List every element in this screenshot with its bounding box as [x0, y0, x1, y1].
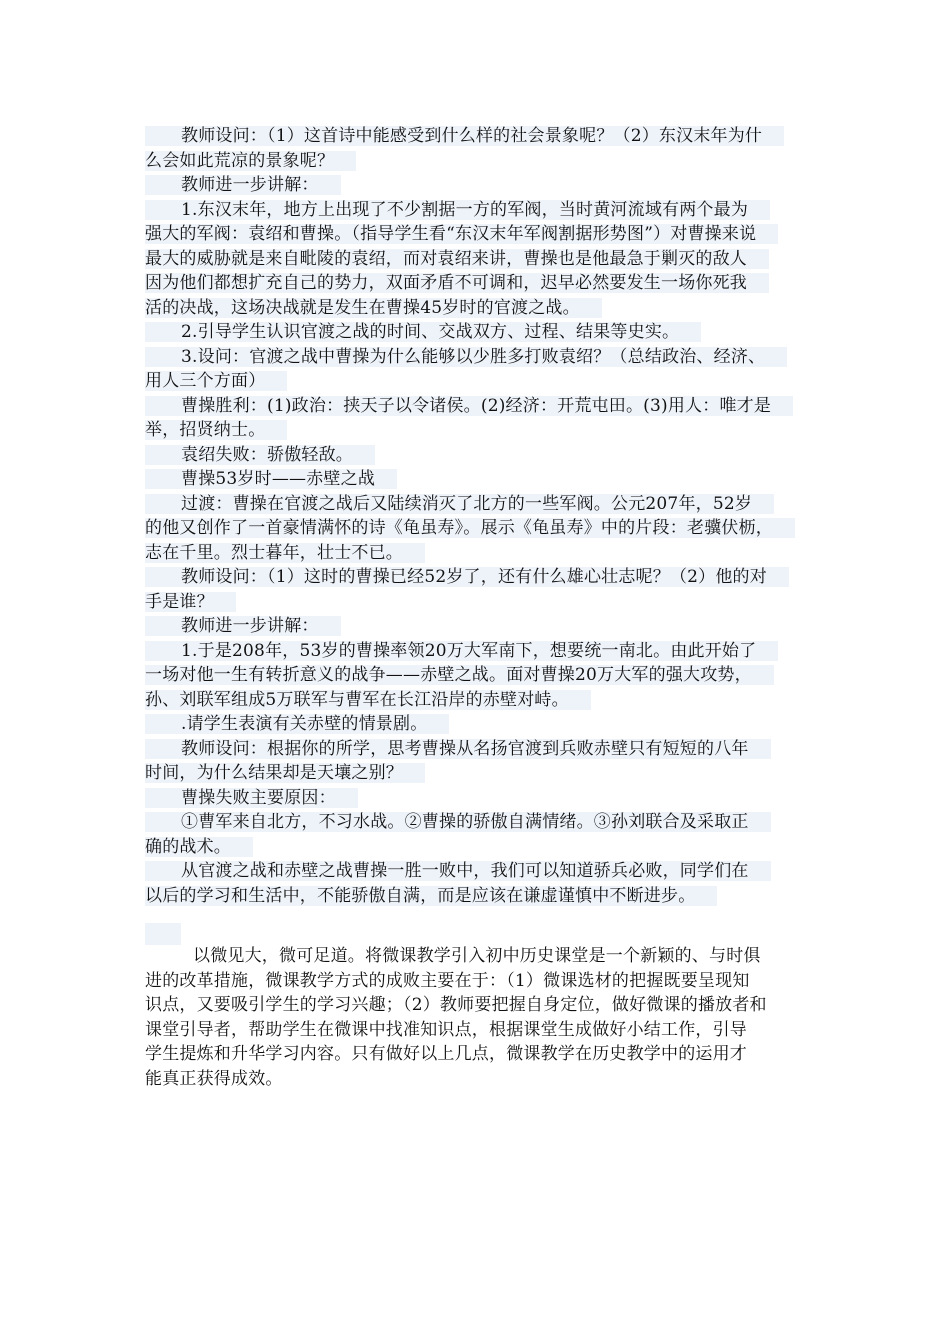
paragraph-line [145, 173, 805, 198]
paragraph-line [145, 884, 805, 909]
paragraph-line [145, 247, 805, 272]
paragraph-line [145, 737, 805, 762]
line-text: 最大的威胁就是来自毗陵的袁绍，而对袁绍来讲，曹操也是他最急于剿灭的敌人 [145, 249, 769, 269]
line-text: 孙、刘联军组成5万联军与曹军在长江沿岸的赤壁对峙。 [145, 690, 591, 710]
empty-highlight-line [145, 923, 181, 945]
line-text: 时间，为什么结果却是天壤之别？ [145, 763, 425, 783]
paragraph-line [145, 345, 805, 370]
paragraph-line [145, 394, 805, 419]
conclusion-line [145, 1042, 805, 1067]
line-text: 的他又创作了一首豪情满怀的诗《龟虽寿》。展示《龟虽寿》中的片段：老骥伏枥， [145, 518, 795, 538]
line-text: 曹操胜利：(1)政治：挟天子以令诸侯。(2)经济：开荒屯田。(3)用人：唯才是 [145, 396, 793, 416]
conclusion-line [145, 993, 805, 1018]
conclusion-line [145, 944, 805, 969]
line-text: 学生提炼和升华学习内容。只有做好以上几点，微课教学在历史教学中的运用才 [145, 1044, 747, 1064]
line-text: 活的决战，这场决战就是发生在曹操45岁时的官渡之战。 [145, 298, 602, 318]
line-text: 强大的军阀：袁绍和曹操。（指导学生看“东汉末年军阀割据形势图”）对曹操来说 [145, 224, 778, 244]
line-text: 因为他们都想扩充自己的势力，双面矛盾不可调和，迟早必然要发生一场你死我 [145, 273, 769, 293]
line-text: 手是谁？ [145, 592, 236, 612]
paragraph-line [145, 516, 805, 541]
line-text: 识点，又要吸引学生的学习兴趣；（2）教师要把握自身定位，做好微课的播放者和 [145, 995, 767, 1015]
paragraph-line [145, 639, 805, 664]
line-text: ①曹军来自北方，不习水战。②曹操的骄傲自满情绪。③孙刘联合及采取正 [145, 812, 771, 832]
paragraph-line [145, 786, 805, 811]
line-text: 确的战术。 [145, 837, 253, 857]
line-text: 举，招贤纳士。 [145, 420, 287, 440]
paragraph-line [145, 859, 805, 884]
conclusion-paragraph [145, 944, 805, 1091]
line-text: 从官渡之战和赤壁之战曹操一胜一败中，我们可以知道骄兵必败，同学们在 [145, 861, 771, 881]
line-text: 教师进一步讲解： [145, 616, 341, 636]
line-text: 用人三个方面） [145, 371, 287, 391]
paragraph-line [145, 222, 805, 247]
paragraph-line [145, 712, 805, 737]
paragraph-line [145, 418, 805, 443]
line-text: 志在千里。烈士暮年，壮士不已。 [145, 543, 425, 563]
line-text: 一场对他一生有转折意义的战争——赤壁之战。面对曹操20万大军的强大攻势， [145, 665, 774, 685]
line-text: 曹操失败主要原因： [145, 788, 358, 808]
paragraph-line [145, 541, 805, 566]
paragraph-line [145, 124, 805, 149]
line-text: 以后的学习和生活中，不能骄傲自满，而是应该在谦虚谨慎中不断进步。 [145, 886, 717, 906]
paragraph-line [145, 320, 805, 345]
paragraph-line [145, 761, 805, 786]
line-text: 1.于是208年，53岁的曹操率领20万大军南下，想要统一南北。由此开始了 [145, 641, 778, 661]
paragraph-line [145, 810, 805, 835]
conclusion-line [145, 1018, 805, 1043]
line-text: 过渡：曹操在官渡之战后又陆续消灭了北方的一些军阀。公元207年，52岁 [145, 494, 774, 514]
paragraph-line [145, 614, 805, 639]
line-text: 能真正获得成效。 [145, 1068, 283, 1089]
lesson-body [145, 124, 805, 908]
paragraph-line [145, 149, 805, 174]
line-text: 1.东汉末年，地方上出现了不少割据一方的军阀，当时黄河流域有两个最为 [145, 200, 770, 220]
paragraph-line [145, 198, 805, 223]
line-text: 教师设问：（1）这时的曹操已经52岁了，还有什么雄心壮志呢？（2）他的对 [145, 567, 789, 587]
line-text: 么会如此荒凉的景象呢？ [145, 151, 356, 171]
line-text: 教师进一步讲解： [145, 175, 341, 195]
line-text: 曹操53岁时——赤壁之战 [145, 469, 397, 489]
line-text: 袁绍失败：骄傲轻敌。 [145, 445, 375, 465]
paragraph-line [145, 663, 805, 688]
paragraph-line [145, 688, 805, 713]
paragraph-line [145, 296, 805, 321]
paragraph-line [145, 835, 805, 860]
line-text: 2.引导学生认识官渡之战的时间、交战双方、过程、结果等史实。 [145, 322, 701, 342]
paragraph-line [145, 271, 805, 296]
line-text: 以微见大，微可足道。将微课教学引入初中历史课堂是一个新颖的、与时俱 [193, 946, 761, 966]
paragraph-line [145, 590, 805, 615]
line-text: .请学生表演有关赤壁的情景剧。 [145, 714, 449, 734]
line-text: 进的改革措施，微课教学方式的成败主要在于：（1）微课选材的把握既要呈现知 [145, 970, 750, 991]
conclusion-line [145, 1067, 805, 1092]
line-text: 教师设问：根据你的所学，思考曹操从名扬官渡到兵败赤壁只有短短的八年 [145, 739, 771, 759]
conclusion-line [145, 969, 805, 994]
paragraph-line [145, 443, 805, 468]
paragraph-line [145, 467, 805, 492]
paragraph-line [145, 492, 805, 517]
paragraph-line [145, 369, 805, 394]
line-text: 教师设问：（1）这首诗中能感受到什么样的社会景象呢？（2）东汉末年为什 [145, 126, 784, 146]
line-text: 课堂引导者，帮助学生在微课中找准知识点，根据课堂生成做好小结工作，引导 [145, 1019, 747, 1040]
paragraph-line [145, 565, 805, 590]
line-text: 3.设问：官渡之战中曹操为什么能够以少胜多打败袁绍？（总结政治、经济、 [145, 347, 787, 367]
